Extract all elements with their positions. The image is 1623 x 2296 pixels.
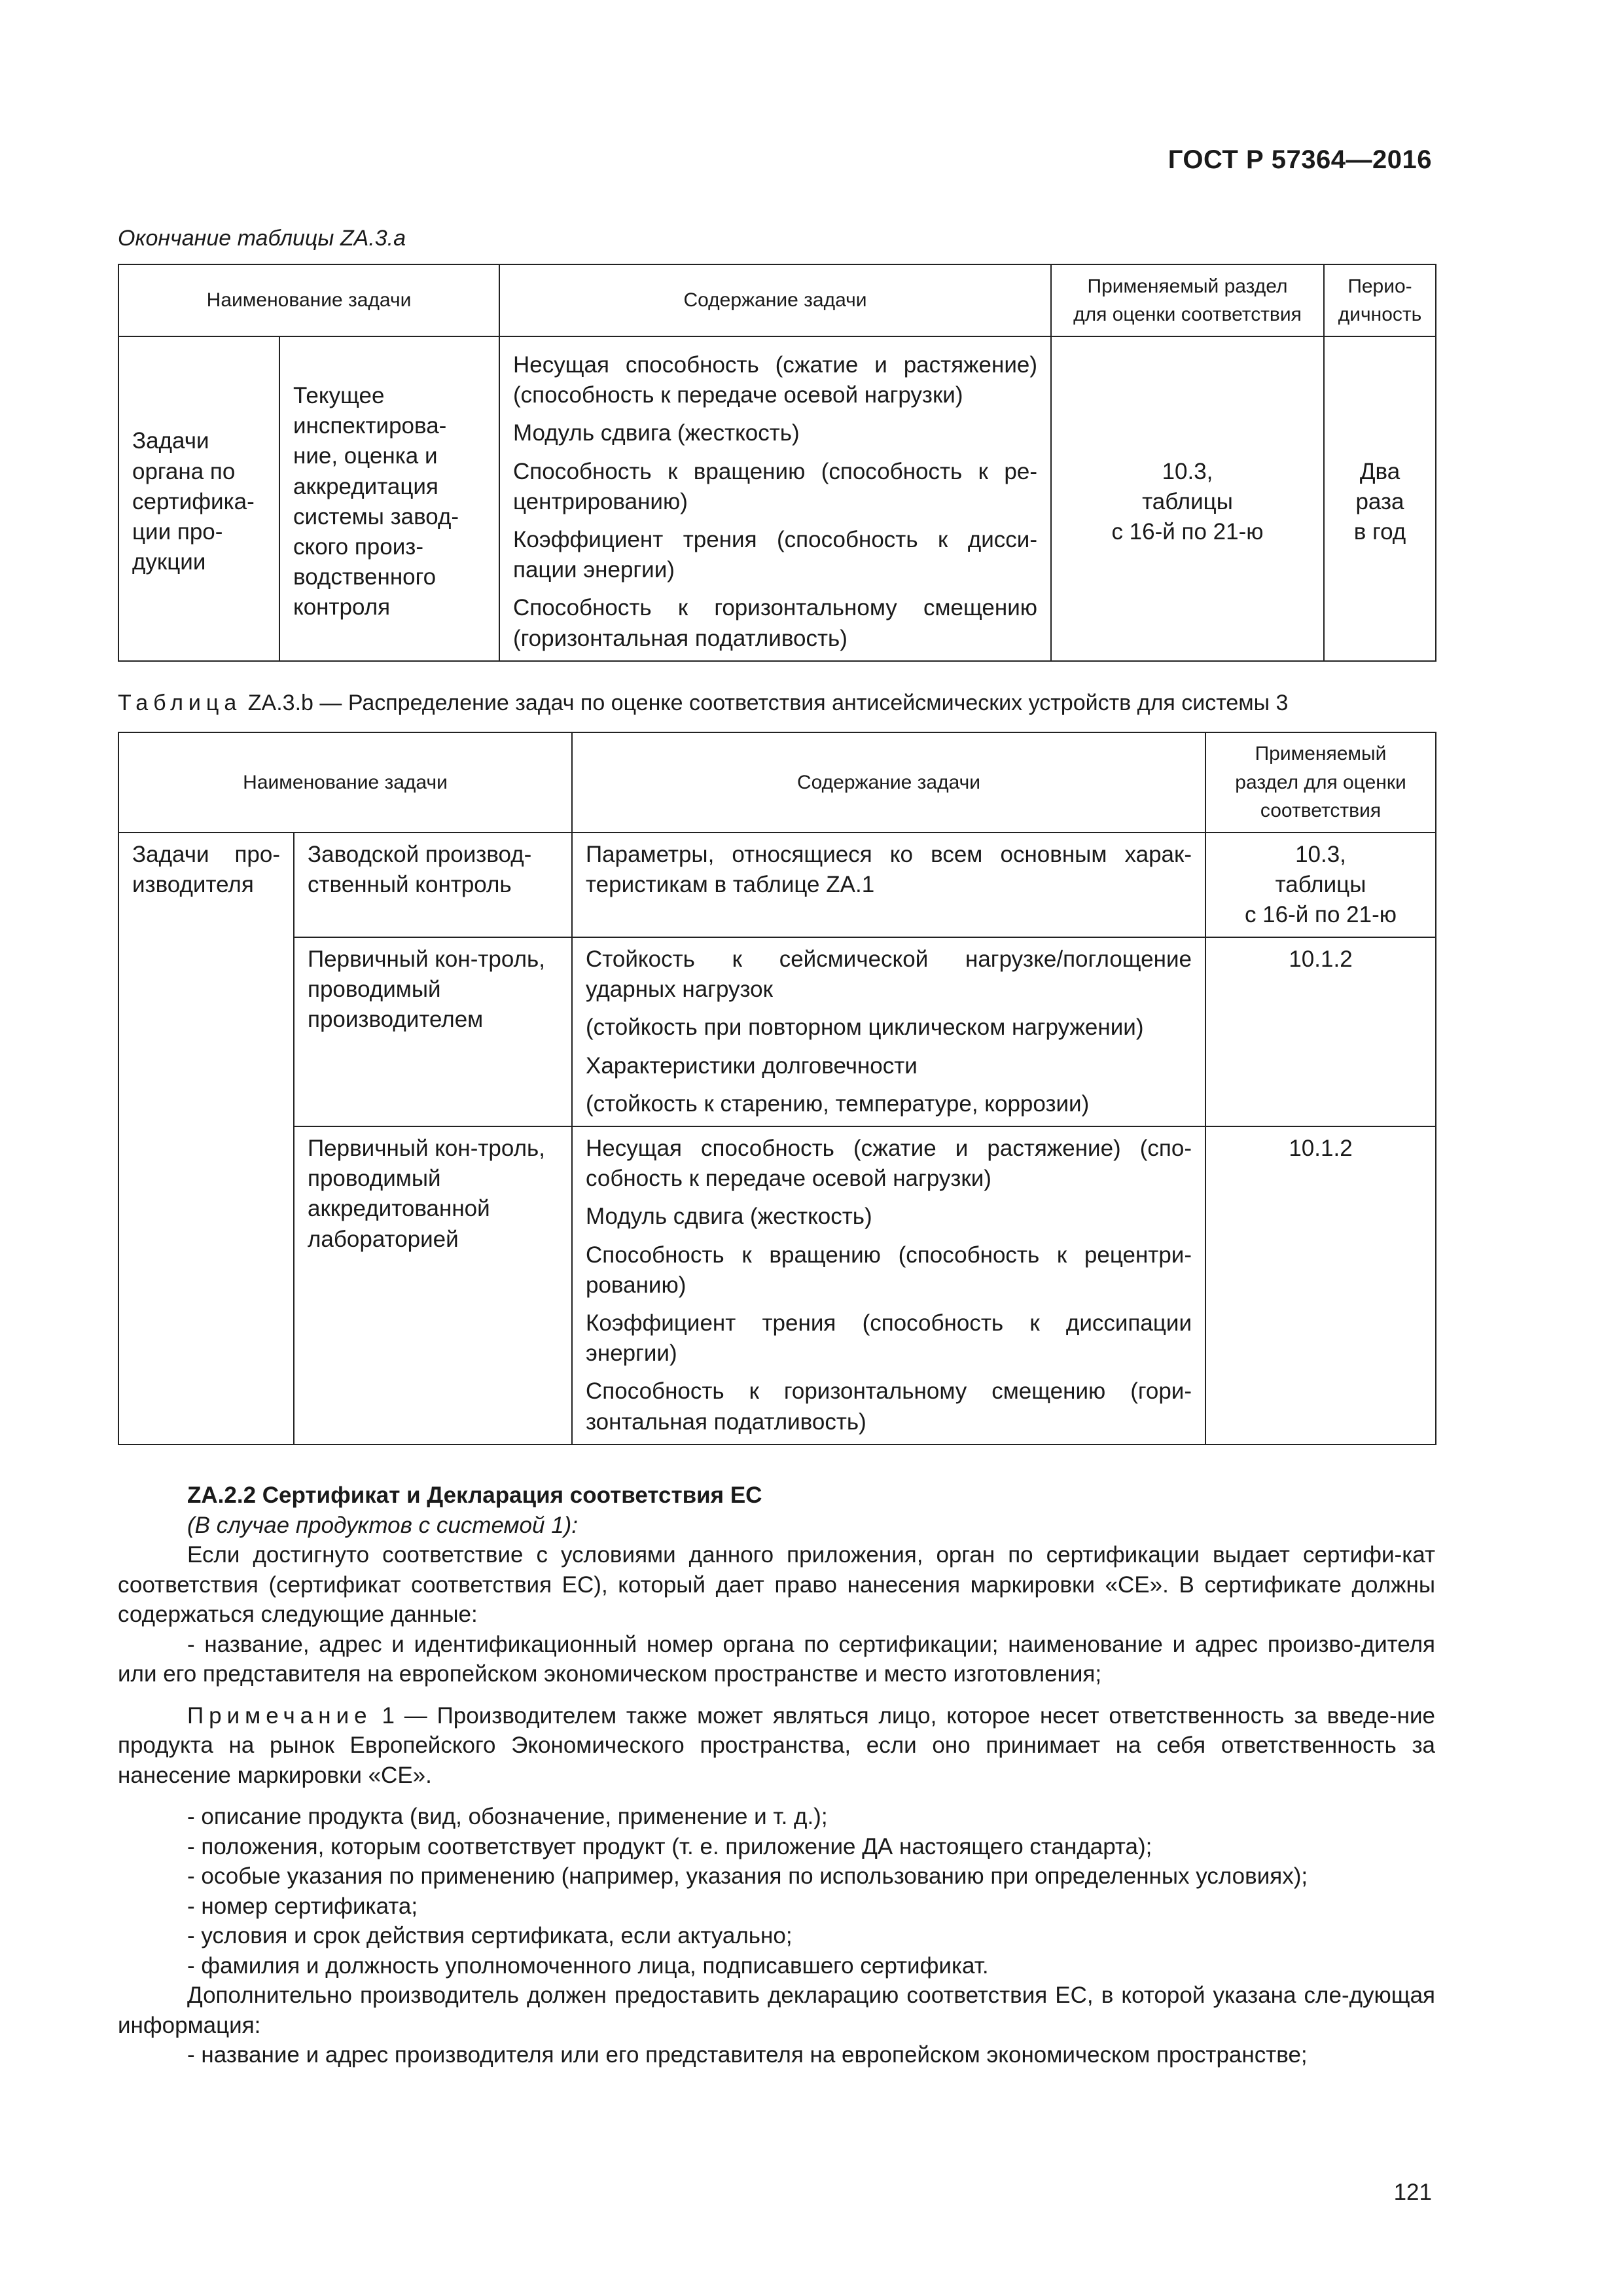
paragraph: Если достигнуто соответствие с условиями данного приложения, орган по сертификации выдает сертифи-кат соответствия (сертификат соответствия ЕС), который дает право нанесения маркировки «СЕ». В сертификате должны содержаться следующие данные:: [118, 1542, 1435, 1627]
table-a-cell-period: Два раза в год: [1324, 341, 1436, 661]
table-b-item: Характеристики долговечности: [586, 1052, 918, 1079]
table-a-cell-section: 10.3, таблицы с 16-й по 21-ю: [1051, 341, 1324, 661]
table-b-item: Модуль сдвига (жесткость): [586, 1204, 872, 1230]
table-a-item: Коэффициент трения (способность к дисси-пации энергии): [513, 526, 1037, 583]
list-item: - особые указания по применению (например, указания по использованию при определенных условиях);: [187, 1863, 1308, 1889]
table-b-item: Способность к вращению (способность к рецентри-рованию): [586, 1242, 1192, 1298]
list-item: - условия и срок действия сертификата, если актуально;: [187, 1923, 793, 1948]
table-a-header-row: [118, 264, 1436, 336]
table-b-row: [118, 833, 1436, 938]
table-b-item: (стойкость к старению, температуре, коррозии): [586, 1090, 1090, 1117]
table-a-caption: Окончание таблицы ZA.3.a: [118, 226, 406, 251]
page-number: 121: [1393, 2179, 1432, 2205]
list-item: - положения, которым соответствует продукт (т. е. приложение ДА настоящего стандарта);: [187, 1833, 1152, 1859]
table-b-row: [118, 937, 1436, 1126]
table-b-cell-sub: Первичный кон-троль, проводимый аккредитованной лабораторией: [294, 1126, 572, 1444]
table-a-header-task-content: Содержание задачи: [499, 264, 1051, 336]
table-b-row: [118, 1126, 1436, 1444]
table-b-header-section: Применяемый раздел для оценки соответствия: [1205, 732, 1436, 833]
table-a-header-task-name: Наименование задачи: [118, 264, 499, 336]
table-a-cell-content: [499, 341, 1051, 661]
table-b-header-row: [118, 732, 1436, 833]
list-item: - название и адрес производителя или его представителя на европейском экономическом пространстве;: [187, 2042, 1308, 2068]
table-b-item: Коэффициент трения (способность к диссипации энергии): [586, 1310, 1192, 1367]
table-b-item: Способность к горизонтальному смещению (гори-зонтальная податливость): [586, 1378, 1192, 1435]
section-title: ZA.2.2 Сертификат и Декларация соответствия ЕС: [187, 1482, 762, 1508]
note: Примечание 1 — Производителем также может являться лицо, которое несет ответственность за введе-ние продукта на рынок Европейского Экономического пространства, если оно принимает на себя ответственность за нанесение маркировки «СЕ».: [118, 1702, 1435, 1788]
table-b-cell-sub: Заводской производ-ственный контроль: [294, 833, 572, 938]
table-b-item: (стойкость при повторном циклическом нагружении): [586, 1014, 1144, 1041]
table-b: [118, 732, 1436, 1445]
table-a-header-period: Перио- дичность: [1324, 264, 1436, 336]
table-b-cell-section: 10.1.2: [1205, 937, 1436, 1126]
table-a-row: [118, 341, 1436, 661]
table-b-cell-content: [572, 937, 1205, 1126]
table-b-header-task-name: Наименование задачи: [118, 732, 572, 833]
table-b-item: Параметры, относящиеся ко всем основным харак-теристикам в таблице ZA.1: [586, 841, 1192, 897]
list-item: - название, адрес и идентификационный номер органа по сертификации; наименование и адрес произво-дителя или его представителя на европейском экономическом пространстве и место изготовления;: [118, 1631, 1435, 1687]
table-b-item: Несущая способность (сжатие и растяжение) (спо-собность к передаче осевой нагрузки): [586, 1136, 1192, 1192]
table-a-item: Способность к вращению (способность к ре-центрированию): [513, 458, 1037, 514]
table-b-cell-content: [572, 833, 1205, 938]
list-item: - номер сертификата;: [187, 1893, 418, 1919]
table-a-item: Модуль сдвига (жесткость): [513, 420, 800, 446]
table-a-header-section: Применяемый раздел для оценки соответствия: [1051, 264, 1324, 336]
table-b-cell-content: [572, 1126, 1205, 1444]
table-a-cell-inspection: Текущее инспектирова-ние, оценка и аккредитация системы завод-ского произ-водственного контроля: [279, 341, 499, 661]
table-a-cell-authority: Задачи органа по сертифика-ции про-дукции: [118, 341, 279, 661]
table-a-item: Несущая способность (сжатие и растяжение) (способность к передаче осевой нагрузки): [513, 352, 1037, 408]
list-item: - фамилия и должность уполномоченного лица, подписавшего сертификат.: [187, 1952, 989, 1979]
list-item: - описание продукта (вид, обозначение, применение и т. д.);: [187, 1804, 828, 1829]
document-number: ГОСТ Р 57364—2016: [1168, 145, 1432, 174]
table-a-item: Способность к горизонтальному смещению (горизонтальная податливость): [513, 595, 1037, 651]
table-b-caption: Таблица ZA.3.b — Распределение задач по оценке соответствия антисейсмических устройств для системы 3: [118, 691, 1289, 715]
table-b-header-task-content: Содержание задачи: [572, 732, 1205, 833]
table-a: [118, 264, 1436, 662]
table-b-cell-sub: Первичный кон-троль, проводимый производителем: [294, 937, 572, 1126]
table-b-item: Стойкость к сейсмической нагрузке/поглощение ударных нагрузок: [586, 946, 1192, 1003]
section-subtitle: (В случае продуктов с системой 1):: [187, 1512, 579, 1538]
body-text: [118, 1480, 1435, 2070]
paragraph: Дополнительно производитель должен предоставить декларацию соответствия ЕС, в которой указана сле-дующая информация:: [118, 1982, 1435, 2038]
table-b-cell-section: 10.3, таблицы с 16-й по 21-ю: [1205, 833, 1436, 938]
table-b-cell-group: Задачи про-изводителя: [118, 833, 294, 1444]
table-b-cell-section: 10.1.2: [1205, 1126, 1436, 1444]
